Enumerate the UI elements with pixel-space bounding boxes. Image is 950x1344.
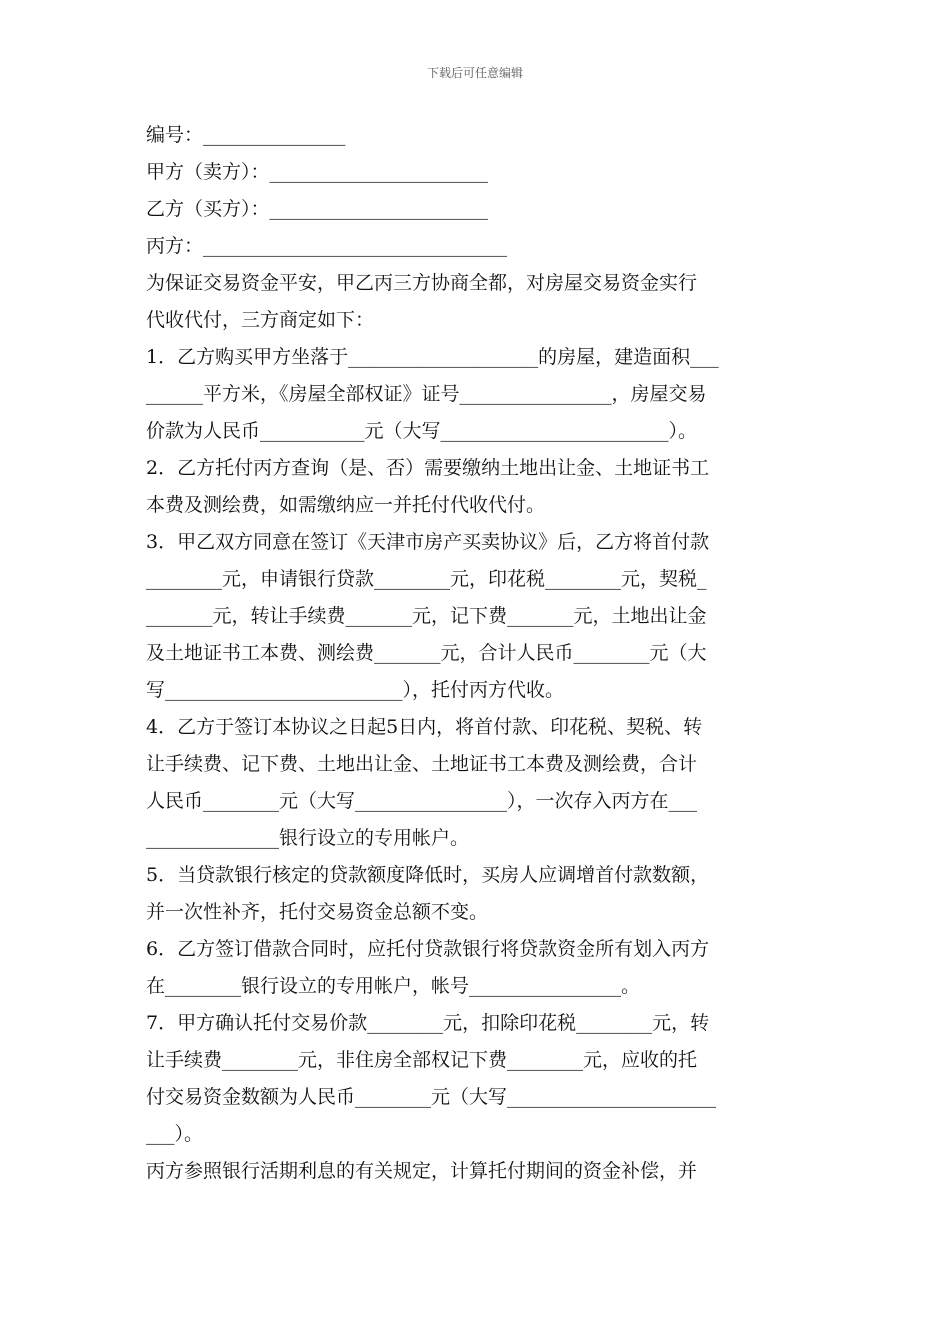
clause-4-line: 4．乙方于签订本协议之日起5日内，将首付款、印花税、契税、转: [146, 716, 703, 738]
clause-6-line: 在________银行设立的专用帐户，帐号________________。: [146, 975, 641, 997]
clause-6-line: 6．乙方签订借款合同时，应托付贷款银行将贷款资金所有划入丙方: [146, 938, 710, 960]
line-party-c: 丙方：________________________________: [146, 235, 508, 257]
clause-7-line: 让手续费________元，非住房全部权记下费________元，应收的托: [146, 1049, 698, 1071]
clause-7-line: ___）。: [146, 1123, 204, 1145]
paragraph-line: 丙方参照银行活期利息的有关规定，计算托付期间的资金补偿，并: [146, 1160, 698, 1182]
page-header: 下载后可任意编辑: [426, 66, 523, 80]
clause-5-line: 并一次性补齐，托付交易资金总额不变。: [146, 901, 489, 923]
paragraph-line: 为保证交易资金平安，甲乙丙三方协商全都，对房屋交易资金实行: [146, 272, 698, 294]
clause-2-line: 2．乙方托付丙方查询（是、否）需要缴纳土地出让金、土地证书工: [146, 457, 710, 479]
clause-3-line: _______元，转让手续费_______元，记下费_______元，土地出让金: [146, 605, 707, 627]
clause-2-line: 本费及测绘费，如需缴纳应一并托付代收代付。: [146, 494, 546, 516]
clause-4-line: 让手续费、记下费、土地出让金、土地证书工本费及测绘费，合计: [146, 753, 698, 775]
clause-3-line: ________元，申请银行贷款________元，印花税________元，契税_: [146, 568, 707, 590]
line-serial-number: 编号：_______________: [146, 124, 346, 146]
line-party-a: 甲方（卖方）：_______________________: [146, 161, 489, 183]
clause-5-line: 5．当贷款银行核定的贷款额度降低时，买房人应调增首付款数额，: [146, 864, 710, 886]
clause-3-line: 写_________________________），托付丙方代收。: [146, 679, 565, 701]
clause-4-line: 人民币________元（大写________________），一次存入丙方在___: [146, 790, 698, 812]
paragraph-line: 代收代付，三方商定如下：: [146, 309, 375, 331]
line-party-b: 乙方（买方）：_______________________: [146, 198, 489, 220]
document-body: [146, 117, 810, 1190]
clause-3-line: 及土地证书工本费、测绘费_______元，合计人民币________元（大: [146, 642, 707, 664]
clause-1-line: ______平方米，《房屋全部权证》证号________________，房屋交易: [146, 383, 707, 405]
clause-7-line: 7．甲方确认托付交易价款________元，扣除印花税________元，转: [146, 1012, 710, 1034]
clause-3-line: 3．甲乙双方同意在签订《天津市房产买卖协议》后，乙方将首付款: [146, 531, 710, 553]
clause-1-line: 1．乙方购买甲方坐落于____________________的房屋，建造面积___: [146, 346, 719, 368]
clause-4-line: ______________银行设立的专用帐户。: [146, 827, 470, 849]
clause-1-line: 价款为人民币___________元（大写________________________）。: [146, 420, 698, 442]
clause-7-line: 付交易资金数额为人民币________元（大写______________________: [146, 1086, 717, 1108]
